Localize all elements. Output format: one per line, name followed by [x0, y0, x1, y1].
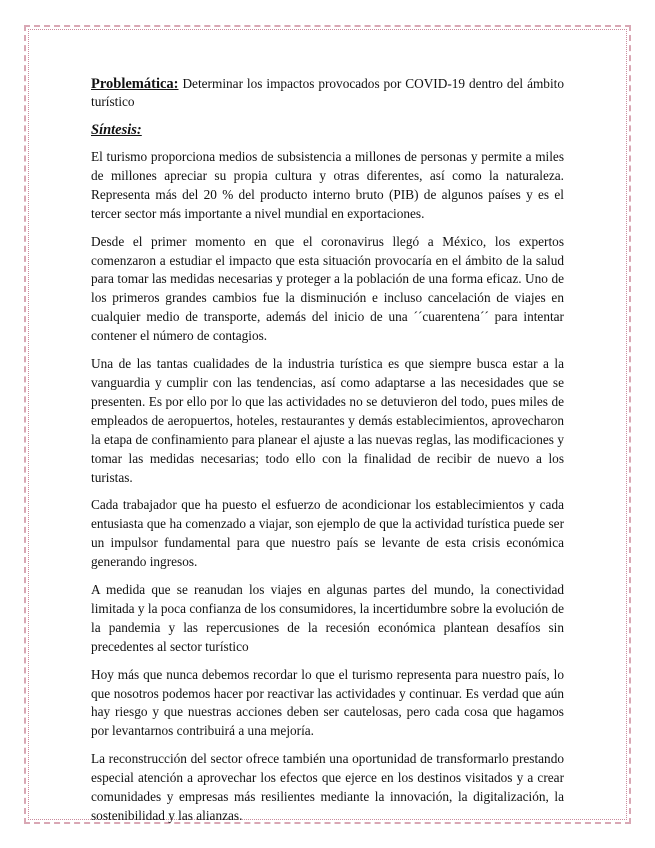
document-body: [91, 75, 564, 835]
paragraph-7: La reconstrucción del sector ofrece también una oportunidad de transformarlo prestando especial atención a aprovechar los efectos que ejerce en los destinos visitados y a crear comunidades y empresas más resilientes mediante la innovación, la digitalización, la sostenibilidad y las alianzas.: [91, 751, 564, 823]
problem-statement: [91, 75, 564, 111]
paragraph-1: El turismo proporciona medios de subsistencia a millones de personas y permite a miles de millones apreciar su propia cultura y otras diferentes, así como la naturaleza. Representa más del 20 % del producto interno bruto (PIB) de algunos países y es el tercer sector más importante a nivel mundial en exportaciones.: [91, 149, 564, 221]
problem-text: Determinar los impactos provocados por COVID-19 dentro del ámbito turístico: [91, 76, 564, 109]
paragraph-3: Una de las tantas cualidades de la industria turística es que siempre busca estar a la vanguardia y cumplir con las tendencias, así como adaptarse a las necesidades que se presenten. Es por ello por lo que las actividades no se detuvieron del todo, pues miles de empleados de aeropuertos, hoteles, restaurantes y demás establecimientos, aprovecharon la etapa de confinamiento para planear el ajuste a las nuevas reglas, las modificaciones y tomar las medidas necesarias; todo ello con la finalidad de recibir de nuevo a los turistas.: [91, 356, 564, 485]
paragraph-6: Hoy más que nunca debemos recordar lo que el turismo representa para nuestro país, lo que nosotros podemos hacer por reactivar las actividades y continuar. Es verdad que aún hay riesgo y que nuestras acciones deben ser cautelosas, pero cada cosa que hagamos por levantarnos contribuirá a una mejoría.: [91, 666, 564, 739]
synthesis-heading: Síntesis:: [91, 122, 142, 138]
paragraph-5: A medida que se reanudan los viajes en algunas partes del mundo, la conectividad limitada y la poca confianza de los consumidores, la incertidumbre sobre la evolución de la pandemia y las repercusiones de la recesión económica plantean desafíos sin precedentes al sector turístico: [91, 582, 564, 654]
paragraph-2: Desde el primer momento en que el coronavirus llegó a México, los expertos comenzaron a estudiar el impacto que esta situación provocaría en el ámbito de la salud para tomar las medidas necesarias y proteger a la población de una forma eficaz. Uno de los primeros grandes cambios fue la disminución e incluso cancelación de viajes en cualquier medio de transporte, además del inicio de una ´´cuarentena´´ para intentar contener el número de contagios.: [91, 233, 564, 344]
paragraph-4: Cada trabajador que ha puesto el esfuerzo de acondicionar los establecimientos y cada entusiasta que ha comenzado a viajar, son ejemplo de que la actividad turística puede ser un impulsor fundamental para que nuestro país se levante de esta crisis económica generando ingresos.: [91, 497, 564, 570]
problem-label: Problemática:: [91, 76, 179, 92]
